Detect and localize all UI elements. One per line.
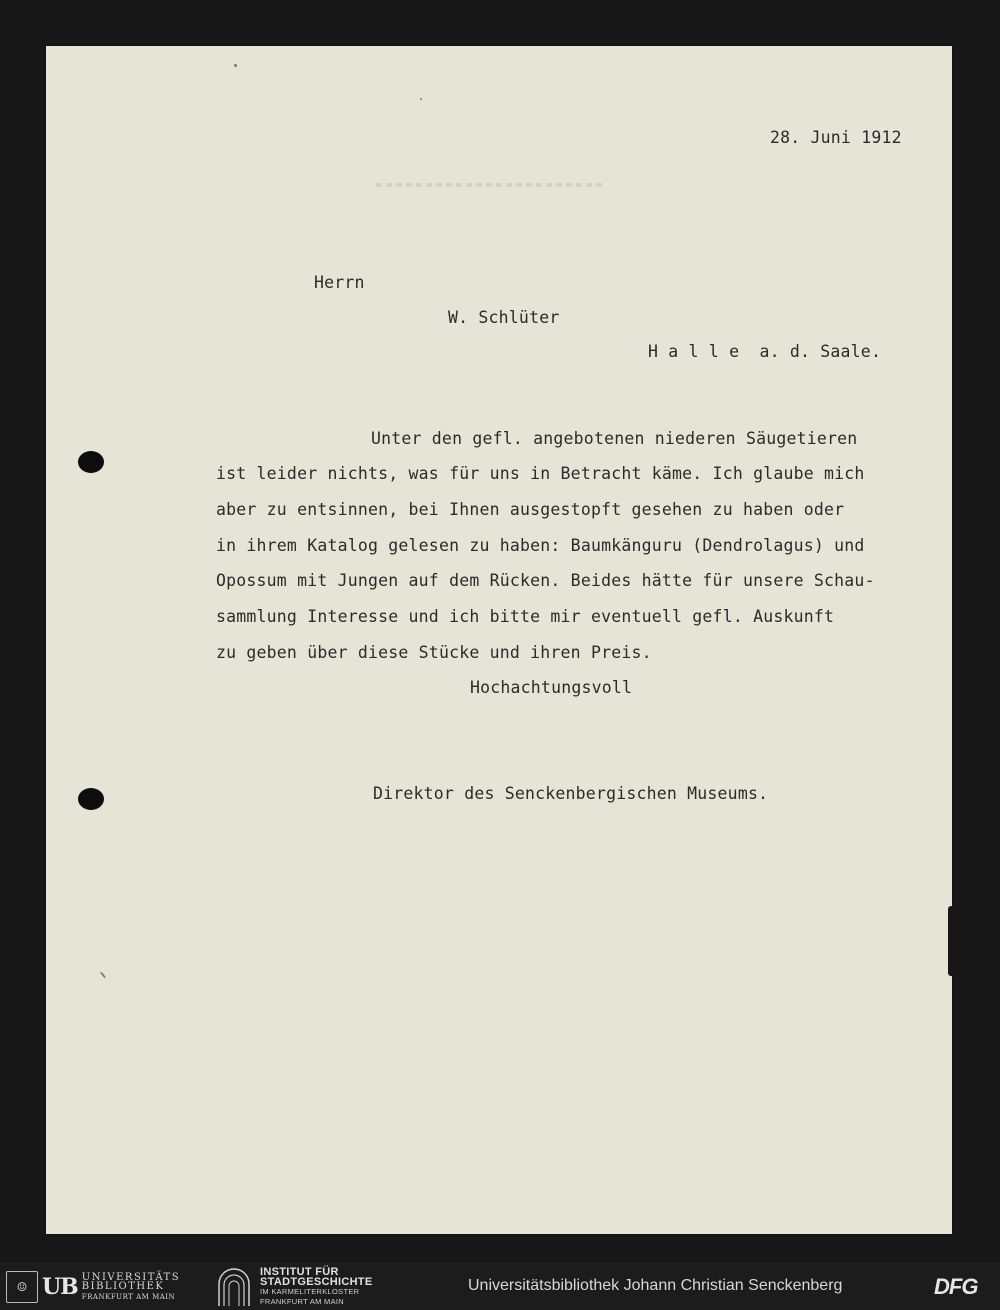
- isg-logo-line3: IM KARMELITERKLOSTER: [260, 1287, 360, 1296]
- arch-icon: [216, 1268, 252, 1306]
- letter-closing: Hochachtungsvoll: [470, 678, 633, 697]
- ub-logo-line3: FRANKFURT AM MAIN: [81, 1292, 176, 1301]
- ub-logo-line2: BIBLIOTHEK: [81, 1280, 165, 1292]
- ub-portrait-emblem-icon: ☺: [6, 1271, 38, 1303]
- dfg-logo: DFG: [934, 1274, 978, 1299]
- isg-logo: [216, 1268, 372, 1306]
- body-line: Opossum mit Jungen auf dem Rücken. Beides hätte für unsere Schau-: [216, 571, 875, 590]
- footer-bar: [0, 1262, 1000, 1310]
- paper-speck: [100, 971, 107, 978]
- punch-hole: [78, 788, 104, 810]
- ub-logo-letters: UB: [42, 1274, 78, 1300]
- isg-logo-line4: FRANKFURT AM MAIN: [260, 1297, 344, 1306]
- body-line: sammlung Interesse und ich bitte mir eventuell gefl. Auskunft: [216, 607, 835, 626]
- body-line: in ihrem Katalog gelesen zu haben: Baumkänguru (Dendrolagus) und: [216, 536, 865, 555]
- ub-logo: [6, 1270, 206, 1304]
- body-line: ist leider nichts, was für uns in Betracht käme. Ich glaube mich: [216, 464, 865, 483]
- isg-logo-line2: STADTGESCHICHTE: [260, 1276, 373, 1288]
- letter-salutation: Herrn: [314, 273, 365, 292]
- recipient-name: W. Schlüter: [448, 308, 560, 327]
- letter-date: 28. Juni 1912: [770, 128, 902, 147]
- faint-letterhead-trace: [376, 183, 606, 187]
- recipient-city: H a l l e a. d. Saale.: [648, 342, 882, 361]
- ub-logo-text: [82, 1273, 180, 1302]
- isg-logo-line1: INSTITUT FÜR: [260, 1266, 339, 1278]
- body-line: zu geben über diese Stücke und ihren Preis.: [216, 643, 652, 662]
- body-line: Unter den gefl. angebotenen niederen Säugetieren: [371, 429, 858, 448]
- ub-logo-line1: UNIVERSITÄTS: [81, 1271, 181, 1283]
- signature-line: Direktor des Senckenbergischen Museums.: [373, 784, 769, 803]
- paper-edge-tear: [948, 906, 954, 976]
- footer-caption: Universitätsbibliothek Johann Christian Senckenberg: [468, 1277, 843, 1294]
- letter-page: [46, 46, 952, 1234]
- paper-speck: [420, 98, 422, 100]
- body-line: aber zu entsinnen, bei Ihnen ausgestopft gesehen zu haben oder: [216, 500, 845, 519]
- paper-speck: [234, 64, 237, 67]
- isg-logo-text: [260, 1267, 372, 1307]
- punch-hole: [78, 451, 104, 473]
